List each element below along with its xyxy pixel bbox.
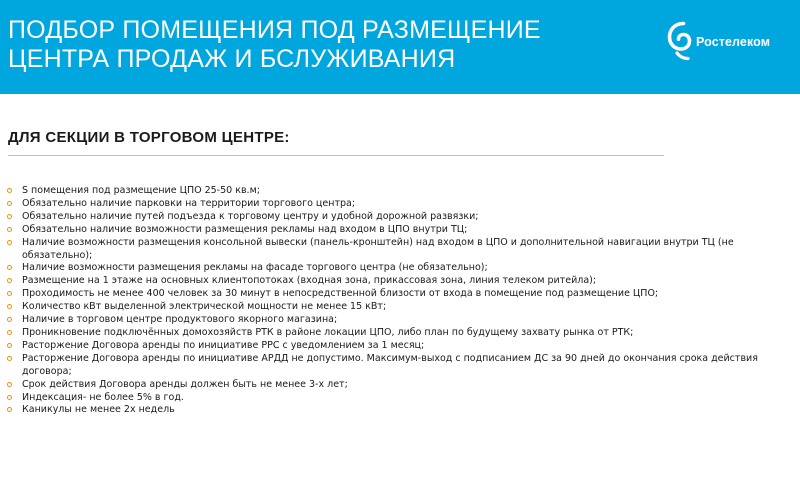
bullet-circle-icon — [7, 265, 12, 270]
list-item — [5, 275, 790, 288]
page-title-line-1: ПОДБОР ПОМЕЩЕНИЯ ПОД РАЗМЕЩЕНИЕ — [8, 16, 541, 44]
list-item — [5, 237, 790, 263]
list-item — [5, 211, 790, 224]
logo-wordmark: Ростелеком — [696, 35, 771, 49]
section-heading: ДЛЯ СЕКЦИИ В ТОРГОВОМ ЦЕНТРЕ: — [8, 129, 290, 146]
section-divider — [8, 155, 664, 156]
page-title-line-2: ЦЕНТРА ПРОДАЖ И БСЛУЖИВАНИЯ — [8, 45, 456, 73]
list-item — [5, 262, 790, 275]
bullet-circle-icon — [7, 395, 12, 400]
requirements-list — [5, 185, 790, 417]
bullet-circle-icon — [7, 407, 12, 412]
bullet-circle-icon — [7, 343, 12, 348]
rostelecom-logo — [666, 20, 770, 64]
bullet-circle-icon — [7, 356, 12, 361]
list-item-text: Проходимость не менее 400 человек за 30 минут в непосредственной близости от входа в помещение под размещение ЦПО; — [22, 288, 659, 300]
list-item-text: Проникновение подключённых домохозяйств РТК в районе локации ЦПО, либо план по будущему захвату рынка от РТК; — [22, 326, 634, 338]
list-item — [5, 224, 790, 237]
list-item — [5, 327, 790, 340]
bullet-circle-icon — [7, 304, 12, 309]
list-item-text: Каникулы не менее 2х недель — [22, 404, 175, 416]
list-item-text: Индексация- не более 5% в год. — [22, 391, 184, 403]
bullet-circle-icon — [7, 278, 12, 283]
list-item-text: Размещение на 1 этаже на основных клиентопотоках (входная зона, прикассовая зона, линия телеком ритейла); — [22, 275, 597, 287]
bullet-circle-icon — [7, 201, 12, 206]
list-item — [5, 198, 790, 211]
bullet-circle-icon — [7, 188, 12, 193]
list-item — [5, 288, 790, 301]
rostelecom-logo-icon — [666, 20, 694, 64]
list-item-text: Обязательно наличие возможности размещения рекламы над входом в ЦПО внутри ТЦ; — [22, 223, 468, 235]
list-item-text: Расторжение Договора аренды по инициативе РРС с уведомлением за 1 месяц; — [22, 339, 425, 351]
list-item-text: S помещения под размещение ЦПО 25-50 кв.м; — [22, 185, 260, 196]
list-item-text: Срок действия Договора аренды должен быть не менее 3-х лет; — [22, 378, 348, 390]
header-banner — [0, 0, 800, 94]
list-item — [5, 314, 790, 327]
list-item-text: Обязательно наличие путей подъезда к торговому центру и удобной дорожной развязки; — [22, 210, 479, 222]
list-item-text: Наличие возможности размещения рекламы на фасаде торгового центра (не обязательно); — [22, 262, 488, 274]
bullet-circle-icon — [7, 382, 12, 387]
bullet-circle-icon — [7, 227, 12, 232]
list-item-text: Наличие возможности размещения консольной вывески (панель-кронштейн) над входом в ЦПО и дополнительной навигации внутри ТЦ (не обязательно); — [22, 236, 734, 261]
list-item — [5, 185, 790, 198]
bullet-circle-icon — [7, 317, 12, 322]
list-item-text: Расторжение Договора аренды по инициативе АРДД не допустимо. Максимум-выход с подписанием ДС за 90 дней до окончания срока действия договора; — [22, 352, 758, 377]
list-item — [5, 340, 790, 353]
list-item — [5, 353, 790, 379]
list-item — [5, 301, 790, 314]
list-item-text: Наличие в торговом центре продуктового якорного магазина; — [22, 314, 338, 326]
bullet-circle-icon — [7, 214, 12, 219]
list-item — [5, 379, 790, 392]
list-item-text: Обязательно наличие парковки на территории торгового центра; — [22, 197, 356, 209]
bullet-circle-icon — [7, 240, 12, 245]
page-title — [8, 16, 541, 74]
bullet-circle-icon — [7, 330, 12, 335]
list-item — [5, 404, 790, 417]
bullet-circle-icon — [7, 291, 12, 296]
list-item — [5, 392, 790, 405]
list-item-text: Количество кВт выделенной электрической мощности не менее 15 кВт; — [22, 301, 387, 313]
